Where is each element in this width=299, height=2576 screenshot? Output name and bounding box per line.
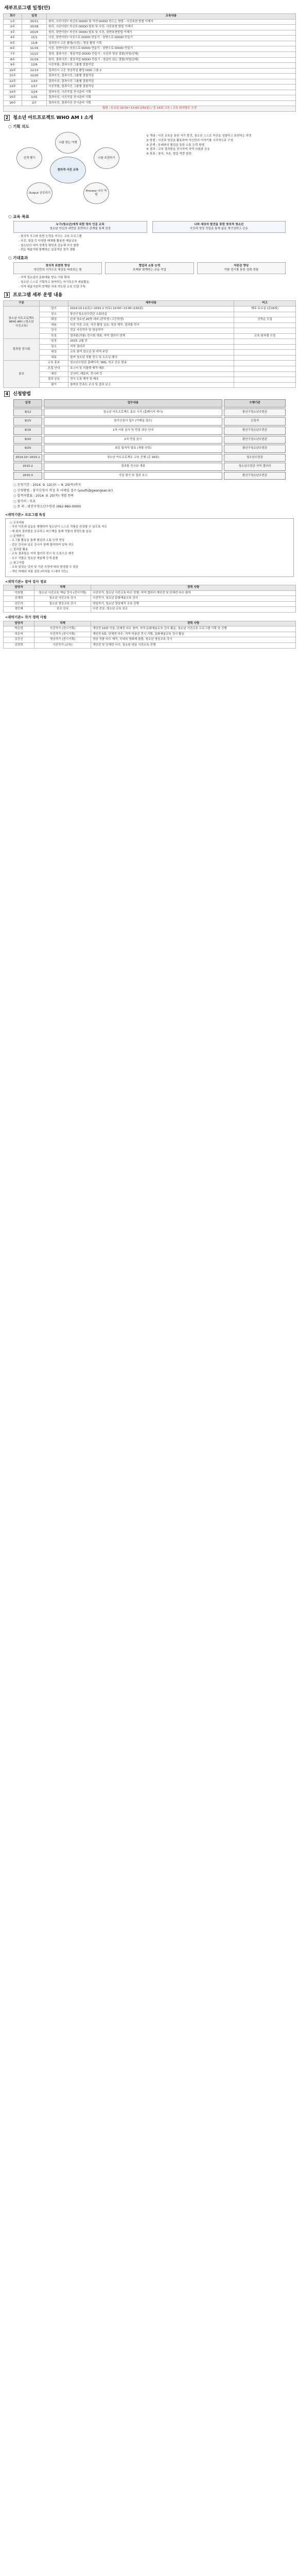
schedule-no: 9주 xyxy=(4,63,22,69)
timeline-org: 청소년수련관 지역 갤러리 xyxy=(224,463,286,471)
goal-title: 나와 세상의 발견을 통한 창의적 청소년 xyxy=(194,223,244,227)
detail-note: 교육 회차별 수정 xyxy=(234,333,296,339)
schedule-date: 10/11 xyxy=(22,19,47,25)
timeline-date: 9/20 xyxy=(13,436,42,444)
schedule-date: 10/18 xyxy=(22,25,47,30)
notice-item: - 소그룹 활동을 통해 협업과 소통 능력 향상 xyxy=(10,539,65,543)
detail-row xyxy=(4,328,296,334)
detail-note xyxy=(234,344,296,350)
detail-row xyxy=(4,371,296,377)
artists-col-name: 담당자 xyxy=(4,621,34,626)
schedule-content: 결과사진, 사진작업 전시준비 기획 xyxy=(47,95,296,101)
schedule-date: 1/17 xyxy=(22,84,47,90)
notice-list xyxy=(5,518,294,577)
goal-bullet: - 전문 예술가와 함께하는 실질적인 창작 경험 xyxy=(19,248,75,252)
goal-bullets xyxy=(13,234,286,252)
artists-label: <위탁기관> 작가 경력 사항 xyxy=(5,615,47,620)
notice-item: - 사진 이론과 실습을 병행하여 청소년이 스스로 작품을 완성할 수 있도록 지도 xyxy=(10,526,108,529)
timeline-section-num: 4 xyxy=(4,391,10,397)
staff-career: 영상작가, 청소년 영상제작 교육 진행 xyxy=(91,601,296,607)
timeline-task: 청소년 아트프로젝트 교육 진행 (총 16회) xyxy=(44,454,222,462)
artists-career: 개인전 10회 이상, 단체전 다수 참여, 지역 문화예술교육 강사 활동, 청소년 사진교육 프로그램 기획 및 진행 xyxy=(91,626,296,632)
concept-node-3: 나를 표현하기 xyxy=(94,147,119,169)
goal-text: 청소년 자신의 내면을 표현하고 관계를 통해 성장 xyxy=(49,227,111,230)
timeline-col-task: 업무내용 xyxy=(44,399,222,408)
concept-desc-item: ④ 결과 : 교육 결과물을 전시하여 지역 사회와 공유 xyxy=(146,148,210,151)
goal-label: ○ 교육 목표 xyxy=(8,214,29,219)
timeline-info xyxy=(3,483,296,510)
schedule-content: 사진, 장면이란? 사진으로 OOOO 만들기 : 장면으로 OOOO 만들기 xyxy=(47,36,296,41)
timeline-row xyxy=(13,417,286,426)
intro-section-title xyxy=(4,115,296,121)
effect-text: 작품 전시를 통한 성취 경험 xyxy=(224,268,259,272)
notice-item: ○ 결과물 활용 xyxy=(10,548,28,551)
notice-label: <위탁기관> 프로그램 특징 xyxy=(5,512,46,517)
artists-career: 영상 작품 다수 제작, 국내외 영화제 출품, 청소년 영상교육 강사 xyxy=(91,637,296,643)
detail-note: 선착순 모집 xyxy=(234,317,296,323)
timeline-date: 2015.3 xyxy=(13,472,42,480)
staff-row xyxy=(4,596,296,602)
concept-diagram xyxy=(6,132,135,210)
detail-content: 광산구청소년수련관 소회의실 xyxy=(68,312,234,317)
timeline-date: 9/12 xyxy=(13,409,42,417)
concept-desc-item: ② 방법 : 사진과 영상을 활용하여 자신만의 이야기를 시각적으로 구성 xyxy=(146,139,233,142)
detail-note: 매주 토요일 (총16회) xyxy=(234,306,296,312)
detail-content: 관내 청소년 20명 내외 (중학생~고등학생) xyxy=(68,317,234,323)
detail-label: 교육 홍보 xyxy=(40,361,68,366)
concept-area xyxy=(3,131,296,211)
detail-header-row xyxy=(4,301,296,307)
staff-name: 정민혜 xyxy=(4,607,34,613)
timeline-org: 광산구청소년수련관 xyxy=(224,472,286,480)
staff-name: 이희범 xyxy=(4,590,34,596)
detail-note xyxy=(234,328,296,334)
artists-col-career: 경력 사항 xyxy=(91,621,296,626)
schedule-no: 8주 xyxy=(4,57,22,63)
timeline-org: 광산구청소년수련관 xyxy=(224,409,286,417)
detail-content: 전문 사진작가 및 영상작가 xyxy=(68,328,234,334)
concept-node-5: Process 나의 역할 xyxy=(83,182,109,204)
timeline-task: 사업 평가 및 결과 보고 xyxy=(44,472,222,480)
concept-node-4: Output 공유하기 xyxy=(27,182,52,204)
schedule-row xyxy=(4,52,296,57)
artists-role: 영상작가 (전시기획) xyxy=(34,637,91,643)
timeline-date: 9/16 xyxy=(13,427,42,435)
detail-row xyxy=(4,361,296,366)
schedule-col-date: 일정 xyxy=(22,14,47,20)
timeline-org: 신청자 xyxy=(224,417,286,426)
detail-row xyxy=(4,355,296,361)
schedule-content: 결과사진, 결과사진 그룹별 결합작업 xyxy=(47,79,296,84)
timeline-task: 결과물 전시회 개최 xyxy=(44,463,222,471)
schedule-table xyxy=(3,13,296,112)
schedule-row xyxy=(4,95,296,101)
schedule-row xyxy=(4,25,296,30)
detail-label: 대상 xyxy=(40,317,68,323)
staff-role: 청소년 사진교육 책임 강사 (전시기획) xyxy=(34,590,91,596)
detail-content: 강사비, 재료비, 전시비 등 xyxy=(68,371,234,377)
timeline-org: 광산구청소년수련관 xyxy=(224,436,286,444)
artists-name: 허은비 xyxy=(4,632,34,637)
schedule-content: 원리, 사진이란? 자신의 OOOO 발표 및 사진, 사진표현 방법 이해기 xyxy=(47,25,296,30)
artists-career: 개인전 및 단체전 다수, 청소년 대상 사진교육 진행 xyxy=(91,642,296,648)
detail-section-title xyxy=(4,292,296,298)
goal-bullet: - 사진, 영상 등 다양한 매체를 활용한 예술교육 xyxy=(19,240,77,243)
notice-item: - 교육 일정은 강사 및 기관 사정에 따라 변경될 수 있음 xyxy=(10,566,79,569)
intro-title-text: 청소년 아트프로젝트 WHO AM I 소개 xyxy=(13,115,93,121)
notice-item: - 전문 강사와 보조 강사가 함께 참여하여 밀착 지도 xyxy=(10,543,74,547)
schedule-date: 11/1 xyxy=(22,36,47,41)
schedule-date: 1/24 xyxy=(22,90,47,95)
effect-title: 협업과 소통 능력 xyxy=(138,264,161,268)
detail-label: 모집 안내 xyxy=(40,366,68,371)
timeline-section-title xyxy=(4,391,296,397)
detail-label: 내용 xyxy=(40,355,68,361)
detail-row xyxy=(4,339,296,345)
timeline-date: 9/15 xyxy=(13,417,42,426)
detail-label: 내용 xyxy=(40,323,68,328)
detail-label: 특징 xyxy=(40,333,68,339)
schedule-date: 11/8 xyxy=(22,41,47,46)
timeline-header xyxy=(13,399,286,408)
detail-row xyxy=(4,317,296,323)
timeline-col-org: 수행기관 xyxy=(224,399,286,408)
schedule-row xyxy=(4,68,296,74)
timeline-title-text: 신청방법 xyxy=(13,392,31,397)
detail-content: 2015. 2월 중 xyxy=(68,339,234,345)
artists-role: 사진작가 (전시기획) xyxy=(34,632,91,637)
concept-desc-item: ① 개념 : 사진 교육을 통한 자기 발견, 청소년 스스로 자신을 성찰하고 표현하는 과정 xyxy=(146,134,252,138)
detail-label: 장소 xyxy=(40,344,68,350)
effect-box-1 xyxy=(13,262,102,274)
schedule-no: 3주 xyxy=(4,30,22,36)
timeline-col-date: 일정 xyxy=(13,399,42,408)
timeline-date: 2014.10~2015.1 xyxy=(13,454,42,462)
detail-col-label xyxy=(40,301,68,307)
schedule-content: 결과사진, 결과사진 전시준비 기획 xyxy=(47,100,296,106)
detail-content: 포스터 및 리플렛 제작 배포 xyxy=(68,366,234,371)
effect-boxes xyxy=(13,262,286,274)
timeline-row xyxy=(13,445,286,453)
effect-bullets xyxy=(13,276,286,289)
detail-label: 장소 xyxy=(40,312,68,317)
detail-col-content: 세부내용 xyxy=(68,301,234,307)
schedule-content: 결과사진, 결과사진 그룹별 결합작업 xyxy=(47,74,296,79)
info-item: ○ 신청방법 : 참가신청서 작성 후 이메일 접수 (youth@gwangsan.kr) xyxy=(13,488,113,493)
detail-content: 사진 이론 교육, 사진 촬영 실습, 영상 제작, 결과물 전시 xyxy=(68,323,234,328)
detail-group: 청소년 아트프로젝트 WHO AM I (청소년 사진교육) xyxy=(4,306,40,338)
schedule-header-row xyxy=(4,14,296,20)
schedule-date: 12/20 xyxy=(22,74,47,79)
schedule-content: 결과, 결과사진 : 영상작업 OOOO 만들기 : 사진과 영상 결합(자명/감제) xyxy=(47,52,296,57)
schedule-no: 15주 xyxy=(4,95,22,101)
info-item: ○ 신청기간 : 2014. 9. 12(금) ~ 9. 25(목)까지 xyxy=(13,483,81,487)
schedule-date: 12/13 xyxy=(22,68,47,74)
concept-node-1: 나를 찾는 여행 xyxy=(55,132,81,154)
effect-text: 자신만의 시각으로 세상을 바라보는 힘 xyxy=(33,268,82,272)
schedule-row xyxy=(4,19,296,25)
schedule-content: 사진작품, 결과사진 그룹별 결합작업 xyxy=(47,84,296,90)
detail-row xyxy=(4,377,296,383)
detail-note xyxy=(234,339,296,345)
schedule-content: 원리, 결과사진 : 영상작업 OOOO 만들기 : 영상이 있는 결합(자명/감제) xyxy=(47,57,296,63)
schedule-date: 1/10 xyxy=(22,79,47,84)
detail-row xyxy=(4,323,296,328)
staff-col-name: 담당자 xyxy=(4,585,34,591)
detail-content: 참여 청소년 작품 전시 및 오프닝 행사 xyxy=(68,355,234,361)
concept-label: ○ 기획 의도 xyxy=(8,124,29,129)
schedule-row xyxy=(4,100,296,106)
artists-name: 박은영 xyxy=(4,626,34,632)
artists-table xyxy=(3,621,296,649)
notice-item: ○ 운영방식 xyxy=(10,534,25,538)
detail-note xyxy=(234,371,296,377)
detail-content: 참여자 만족도 조사 및 결과 보고 xyxy=(68,382,234,388)
detail-note xyxy=(234,377,296,383)
staff-col-career: 경력 사항 xyxy=(91,585,296,591)
staff-header-row xyxy=(4,585,296,591)
detail-note xyxy=(234,382,296,388)
timeline-task: 참가신청서 접수 (이메일 접수) xyxy=(44,417,222,426)
artists-row xyxy=(4,626,296,632)
schedule-no: 10주 xyxy=(4,68,22,74)
schedule-no: 16주 xyxy=(4,100,22,106)
effect-bullet: - 청소년 스스로 기획하고 참여하는 자기주도적 예술활동 xyxy=(19,280,89,284)
concept-desc-item: ③ 관계 : 또래와의 협업을 통한 소통 능력 함양 xyxy=(146,143,204,147)
staff-row xyxy=(4,601,296,607)
detail-table xyxy=(3,300,296,388)
artists-name: 김현희 xyxy=(4,642,34,648)
effect-text: 또래와 함께하는 공동 작업 xyxy=(133,268,166,272)
detail-content: 결과물(작품) 전시회 개최, 지역 갤러리 연계 xyxy=(68,333,234,339)
detail-content: 교육 참여 청소년 및 지역 주민 xyxy=(68,350,234,355)
effect-title: 자존감 향상 xyxy=(234,264,249,268)
detail-col-note: 비고 xyxy=(234,301,296,307)
page xyxy=(0,0,299,659)
schedule-date: 10/25 xyxy=(22,30,47,36)
notice-item: - 개인 카메라 지참 권장 (미지참 시 대여 가능) xyxy=(10,570,68,573)
timeline-task: 청소년 아트프로젝트 홍보 시작 (홈페이지 게시) xyxy=(44,409,222,417)
schedule-no: 11주 xyxy=(4,74,22,79)
detail-row xyxy=(4,366,296,371)
schedule-no: 5주 xyxy=(4,41,22,46)
artists-role: 사진작가 (전시기획) xyxy=(34,626,91,632)
notice-item: ○ 교육내용 xyxy=(10,521,25,524)
goal-box-1 xyxy=(13,221,147,233)
artists-header-row xyxy=(4,621,296,626)
timeline-task: 1차 서류 심사 및 면접 대상 안내 xyxy=(44,427,222,435)
schedule-content: 결과전시 고등 촬영(사진) : 영상 촬영 기획 xyxy=(47,41,296,46)
detail-note xyxy=(234,323,296,328)
effect-box-2 xyxy=(105,262,194,274)
schedule-title-text: 세부프로그램 일정(안) xyxy=(4,6,50,11)
notice-item: - 교육 결과물은 지역 갤러리 전시 및 도록으로 제작 xyxy=(10,552,74,556)
schedule-no: 13주 xyxy=(4,84,22,90)
detail-title-text: 프로그램 세부 운영 내용 xyxy=(13,293,63,298)
goal-text: 사진과 영상 작업을 통해 삶을 재구성하고 공유 xyxy=(189,227,248,230)
timeline-task: 최종 합격자 발표 (개별 연락) xyxy=(44,445,222,453)
schedule-no: 12주 xyxy=(4,79,22,84)
timeline-row xyxy=(13,454,286,462)
schedule-date: 11/15 xyxy=(22,46,47,52)
detail-row xyxy=(4,382,296,388)
schedule-row xyxy=(4,84,296,90)
goal-bullet: - 청소년의 자아 정체성 형성과 공동체 의식 함양 xyxy=(19,244,79,247)
goal-box-2 xyxy=(152,221,286,233)
info-item: ○ 합격자발표 : 2014. 9. 25(목) 개별 연락 xyxy=(13,494,74,498)
detail-label: 일정 xyxy=(40,339,68,345)
staff-role: 보조 강사 xyxy=(34,607,91,613)
detail-row xyxy=(4,312,296,317)
schedule-row xyxy=(4,41,296,46)
concept-center: 창의적 사진 교육 xyxy=(50,157,86,183)
timeline-date: 9/25 xyxy=(13,445,42,453)
staff-table xyxy=(3,585,296,613)
staff-career: 사진 전공, 청소년 교육 보조 xyxy=(91,607,296,613)
schedule-no: 6주 xyxy=(4,46,22,52)
artists-row xyxy=(4,642,296,648)
staff-name: 김재희 xyxy=(4,596,34,602)
info-item: ○ 참가비 : 무료 xyxy=(13,499,36,503)
schedule-col-content: 교육내용 xyxy=(47,14,296,20)
timeline-flow xyxy=(13,409,286,480)
schedule-row xyxy=(4,36,296,41)
schedule-no: 7주 xyxy=(4,52,22,57)
schedule-no: 14주 xyxy=(4,90,22,95)
timeline-org: 광산구청소년수련관 xyxy=(224,427,286,435)
artists-name: 김진선 xyxy=(4,637,34,643)
detail-label: 강사 xyxy=(40,328,68,334)
notice-item: - 우수 작품은 청소년 예술제 등에 출품 xyxy=(10,556,58,560)
detail-label: 결과 공유 xyxy=(40,377,68,383)
detail-row xyxy=(4,344,296,350)
detail-row xyxy=(4,333,296,339)
notice-item: ○ 참고사항 xyxy=(10,561,25,565)
timeline-org: 청소년수련관 xyxy=(224,454,286,462)
detail-note xyxy=(234,312,296,317)
detail-content: 지역 갤러리 xyxy=(68,344,234,350)
detail-content: 2014.10.11(토)~2015.2.7(토) 10:00~13:00 (150분) xyxy=(68,306,234,312)
detail-label: 일시 xyxy=(40,306,68,312)
detail-label: 대상 xyxy=(40,350,68,355)
schedule-no: 2주 xyxy=(4,25,22,30)
schedule-date: 1/31 xyxy=(22,95,47,101)
timeline-task: 2차 면접 심사 xyxy=(44,436,222,444)
detail-group: 결과물 전시회 xyxy=(4,339,40,361)
staff-row xyxy=(4,590,296,596)
artists-row xyxy=(4,632,296,637)
timeline-date: 2015.2 xyxy=(13,463,42,471)
detail-label: 평가 xyxy=(40,382,68,388)
schedule-content: 사진작품, 결과사진 그룹별 결합작업 xyxy=(47,63,296,69)
effect-label: ○ 기대효과 xyxy=(8,256,28,261)
timeline-row xyxy=(13,463,286,471)
timeline-row xyxy=(13,436,286,444)
schedule-no: 1주 xyxy=(4,19,22,25)
timeline-row xyxy=(13,409,286,417)
timeline-row xyxy=(13,427,286,435)
schedule-content: 사진, 장면이란? 사진으로 OOOO 만들기 : 장면으로 OOOO 만들기 xyxy=(47,46,296,52)
schedule-content: 원리, 사진이란? 자신의 OOOO 및 자연 OOOO 만드는 방법 - 사진표현 방법 이해기 xyxy=(47,19,296,25)
effect-box-3 xyxy=(197,262,286,274)
schedule-date: 12/6 xyxy=(22,63,47,69)
detail-row xyxy=(4,350,296,355)
schedule-content: 원리, 장면이란? 자신의 OOOO 발표 및 사진, 장면표현방법 이해기 xyxy=(47,30,296,36)
schedule-col-no: 회수 xyxy=(4,14,22,20)
concept-desc-item: ⑤ 목표 : 창의, 자존, 협업 역량 함양 xyxy=(146,152,191,156)
goal-title: 누구(청소년)에게 위한 창의 인문 교육 xyxy=(56,223,104,227)
detail-label: 예산 xyxy=(40,371,68,377)
detail-note xyxy=(234,361,296,366)
schedule-note: 월평 : 토요일 10:00~13:00 (150분) / 총 16회 교육 / 교육 회차별로 수정 xyxy=(4,106,296,112)
detail-note xyxy=(234,355,296,361)
schedule-date: 11/22 xyxy=(22,52,47,57)
schedule-date: 2/7 xyxy=(22,100,47,106)
detail-content: 청소년수련관 홈페이지, SNS, 학교 공문 발송 xyxy=(68,361,234,366)
goal-boxes xyxy=(13,221,286,233)
schedule-content: 결과전시 고등 영상작업 촬영 OOO 그룹 2 xyxy=(47,68,296,74)
schedule-row xyxy=(4,90,296,95)
artists-row xyxy=(4,637,296,643)
goal-bullet: - 창의적 사고와 표현 능력을 키우는 교육 프로그램 xyxy=(19,235,82,239)
staff-label: <위탁기관> 참여 강사 정보 xyxy=(5,579,47,584)
staff-col-role: 직책 xyxy=(34,585,91,591)
notice-item: - 매 회차 결과물을 공유하고 피드백을 통해 작품의 완성도를 높임 xyxy=(10,530,92,533)
schedule-no: 4주 xyxy=(4,36,22,41)
detail-note xyxy=(234,350,296,355)
detail-group: 홍보 xyxy=(4,361,40,388)
detail-row xyxy=(4,306,296,312)
timeline-org: 광산구청소년수련관 xyxy=(224,445,286,453)
staff-career: 사진작가, 청소년 문화예술교육 강사 xyxy=(91,596,296,602)
staff-name: 김민지 xyxy=(4,601,34,607)
artists-role: 사진작가 (교육) xyxy=(34,642,91,648)
effect-title: 창의적 표현력 향상 xyxy=(45,264,70,268)
schedule-row xyxy=(4,57,296,63)
concept-desc-list xyxy=(141,131,296,211)
staff-career: 사진작가, 청소년 사진교육 다수 진행, 지역 갤러리 개인전 및 단체전 다수 참여 xyxy=(91,590,296,596)
schedule-row xyxy=(4,46,296,52)
info-item: ○ 문 의 : 광산구청소년수련관 (062-960-0000) xyxy=(13,505,81,509)
schedule-row xyxy=(4,74,296,79)
intro-section-num: 2 xyxy=(4,115,10,121)
artists-career: 개인전 5회, 단체전 다수, 지역 미술관 전시 기획, 문화예술교육 강사 활동 xyxy=(91,632,296,637)
effect-bullet: - 지역 청소년의 문화예술 향유 기회 확대 xyxy=(19,276,70,280)
artists-col-role: 직책 xyxy=(34,621,91,626)
effect-bullet: - 지역 예술기관과 연계한 지속 가능한 교육 모델 구축 xyxy=(19,285,85,289)
schedule-row xyxy=(4,63,296,69)
schedule-content: 결과사진, 사진작업 전시준비 기획 xyxy=(47,90,296,95)
detail-content: 전시 도록 제작 및 배포 xyxy=(68,377,234,383)
staff-row xyxy=(4,607,296,613)
detail-col-group: 구분 xyxy=(4,301,40,307)
staff-role: 청소년 영상교육 강사 xyxy=(34,601,91,607)
schedule-section-title xyxy=(4,5,296,11)
timeline-row xyxy=(13,472,286,480)
staff-role: 청소년 사진교육 강사 xyxy=(34,596,91,602)
detail-note xyxy=(234,366,296,371)
schedule-date: 11/29 xyxy=(22,57,47,63)
concept-node-2: 관계 맺기 xyxy=(16,147,42,169)
schedule-row xyxy=(4,30,296,36)
detail-section-num: 3 xyxy=(4,292,10,298)
schedule-row xyxy=(4,79,296,84)
